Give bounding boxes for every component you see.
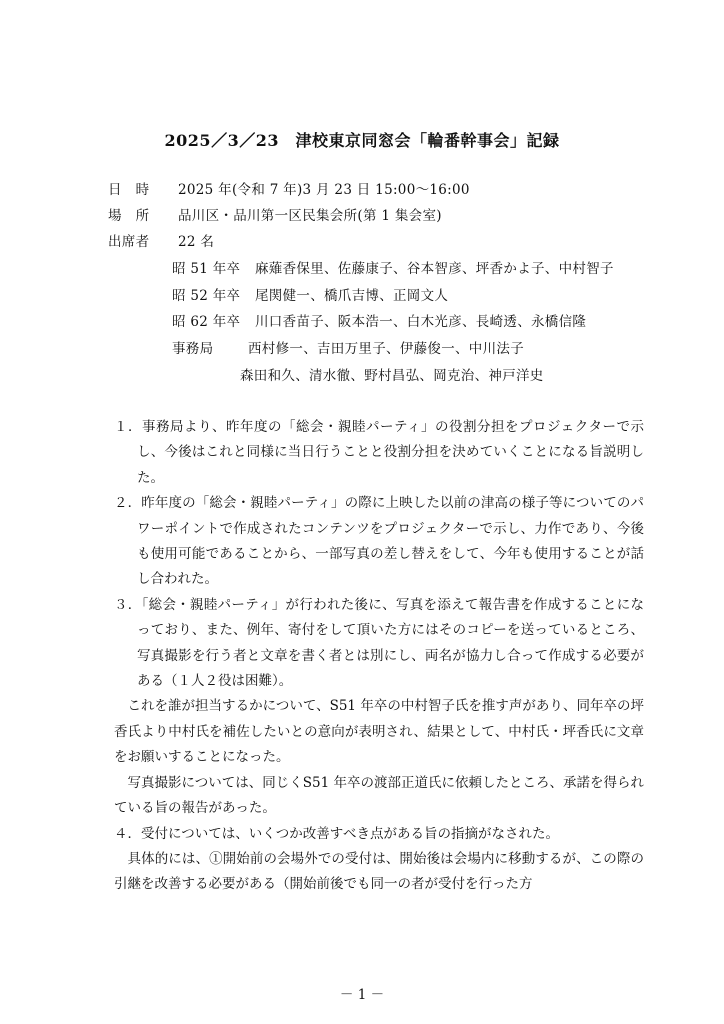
minutes-item-4-note: 具体的には、①開始前の会場外での受付は、開始後は会場内に移動するが、この際の引継を改善する必要がある（開始前後でも同一の者が受付を行った方 — [114, 850, 644, 893]
attendee-group-label: 昭 62 年卒 — [172, 314, 241, 330]
attendees-row — [108, 233, 214, 251]
attendee-names: 川口香苗子、阪本浩一、白木光彦、長崎透、永橋信隆 — [255, 314, 587, 330]
attendee-names: 尾関健一、橋爪吉博、正岡文人 — [255, 288, 449, 304]
document-title: 2025／3／23 津校東京同窓会「輪番幹事会」記録 — [164, 131, 560, 150]
minutes-item-2: ２．昨年度の「総会・親睦パーティ」の際に上映した以前の津高の様子等についてのパワーポイントで作成されたコンテンツをプロジェクターで示し、力作であり、今後も使用可能であることから、一部写真の差し替えをして、今年も使用することが話し合われた。 — [114, 495, 644, 588]
attendee-group-label: 昭 52 年卒 — [172, 288, 241, 304]
attendee-names: 西村修一、吉田万里子、伊藤俊一、中川法子 — [248, 341, 524, 357]
date-row — [108, 181, 470, 199]
attendee-group-row — [240, 367, 544, 385]
attendee-group-row — [172, 287, 448, 305]
date-label: 日 時 — [108, 182, 150, 198]
attendee-group-row — [172, 313, 586, 331]
place-row — [108, 207, 442, 225]
minutes-item-3-note: これを誰が担当するかについて、S51 年卒の中村智子氏を推す声があり、同年卒の坪香氏より中村氏を補佐したいとの意向が表明され、結果として、中村氏・坪香氏に文章をお願いすることになった。 — [114, 698, 644, 766]
minutes-item-3-note: 写真撮影については、同じくS51 年卒の渡部正道氏に依頼したところ、承諾を得られている旨の報告があった。 — [114, 774, 644, 817]
attendee-group-row — [172, 340, 524, 358]
place-label: 場 所 — [108, 208, 150, 224]
attendee-names: 森田和久、清水徹、野村昌弘、岡克治、神戸洋史 — [240, 368, 544, 384]
date-value: 2025 年(令和 7 年)3 月 23 日 15:00～16:00 — [178, 182, 470, 198]
attendees-count: 22 名 — [178, 234, 215, 250]
attendee-group-row — [172, 260, 614, 278]
attendee-group-label: 昭 51 年卒 — [172, 261, 241, 277]
attendee-names: 麻薙香保里、佐藤康子、谷本智彦、坪香かよ子、中村智子 — [255, 261, 614, 277]
minutes-item-1: １．事務局より、昨年度の「総会・親睦パーティ」の役割分担をプロジェクターで示し、今後はこれと同様に当日行うことと役割分担を決めていくことになる旨説明した。 — [114, 419, 644, 486]
page-number: － 1 － — [339, 987, 385, 1003]
minutes-item-3: ３．「総会・親睦パーティ」が行われた後に、写真を添えて報告書を作成することになっており、また、例年、寄付をして頂いた方にはそのコピーを送っているところ、写真撮影を行う者と文章を書く者とは別にし、両名が協力し合って作成する必要がある（１人２役は困難）。 — [114, 596, 644, 690]
place-value: 品川区・品川第一区民集会所(第 1 集会室) — [178, 208, 442, 224]
attendees-label: 出席者 — [108, 234, 150, 250]
minutes-body — [114, 415, 644, 898]
minutes-item-4: ４．受付については、いくつか改善すべき点がある旨の指摘がなされた。 — [114, 825, 559, 842]
attendee-group-label: 事務局 — [172, 341, 214, 357]
